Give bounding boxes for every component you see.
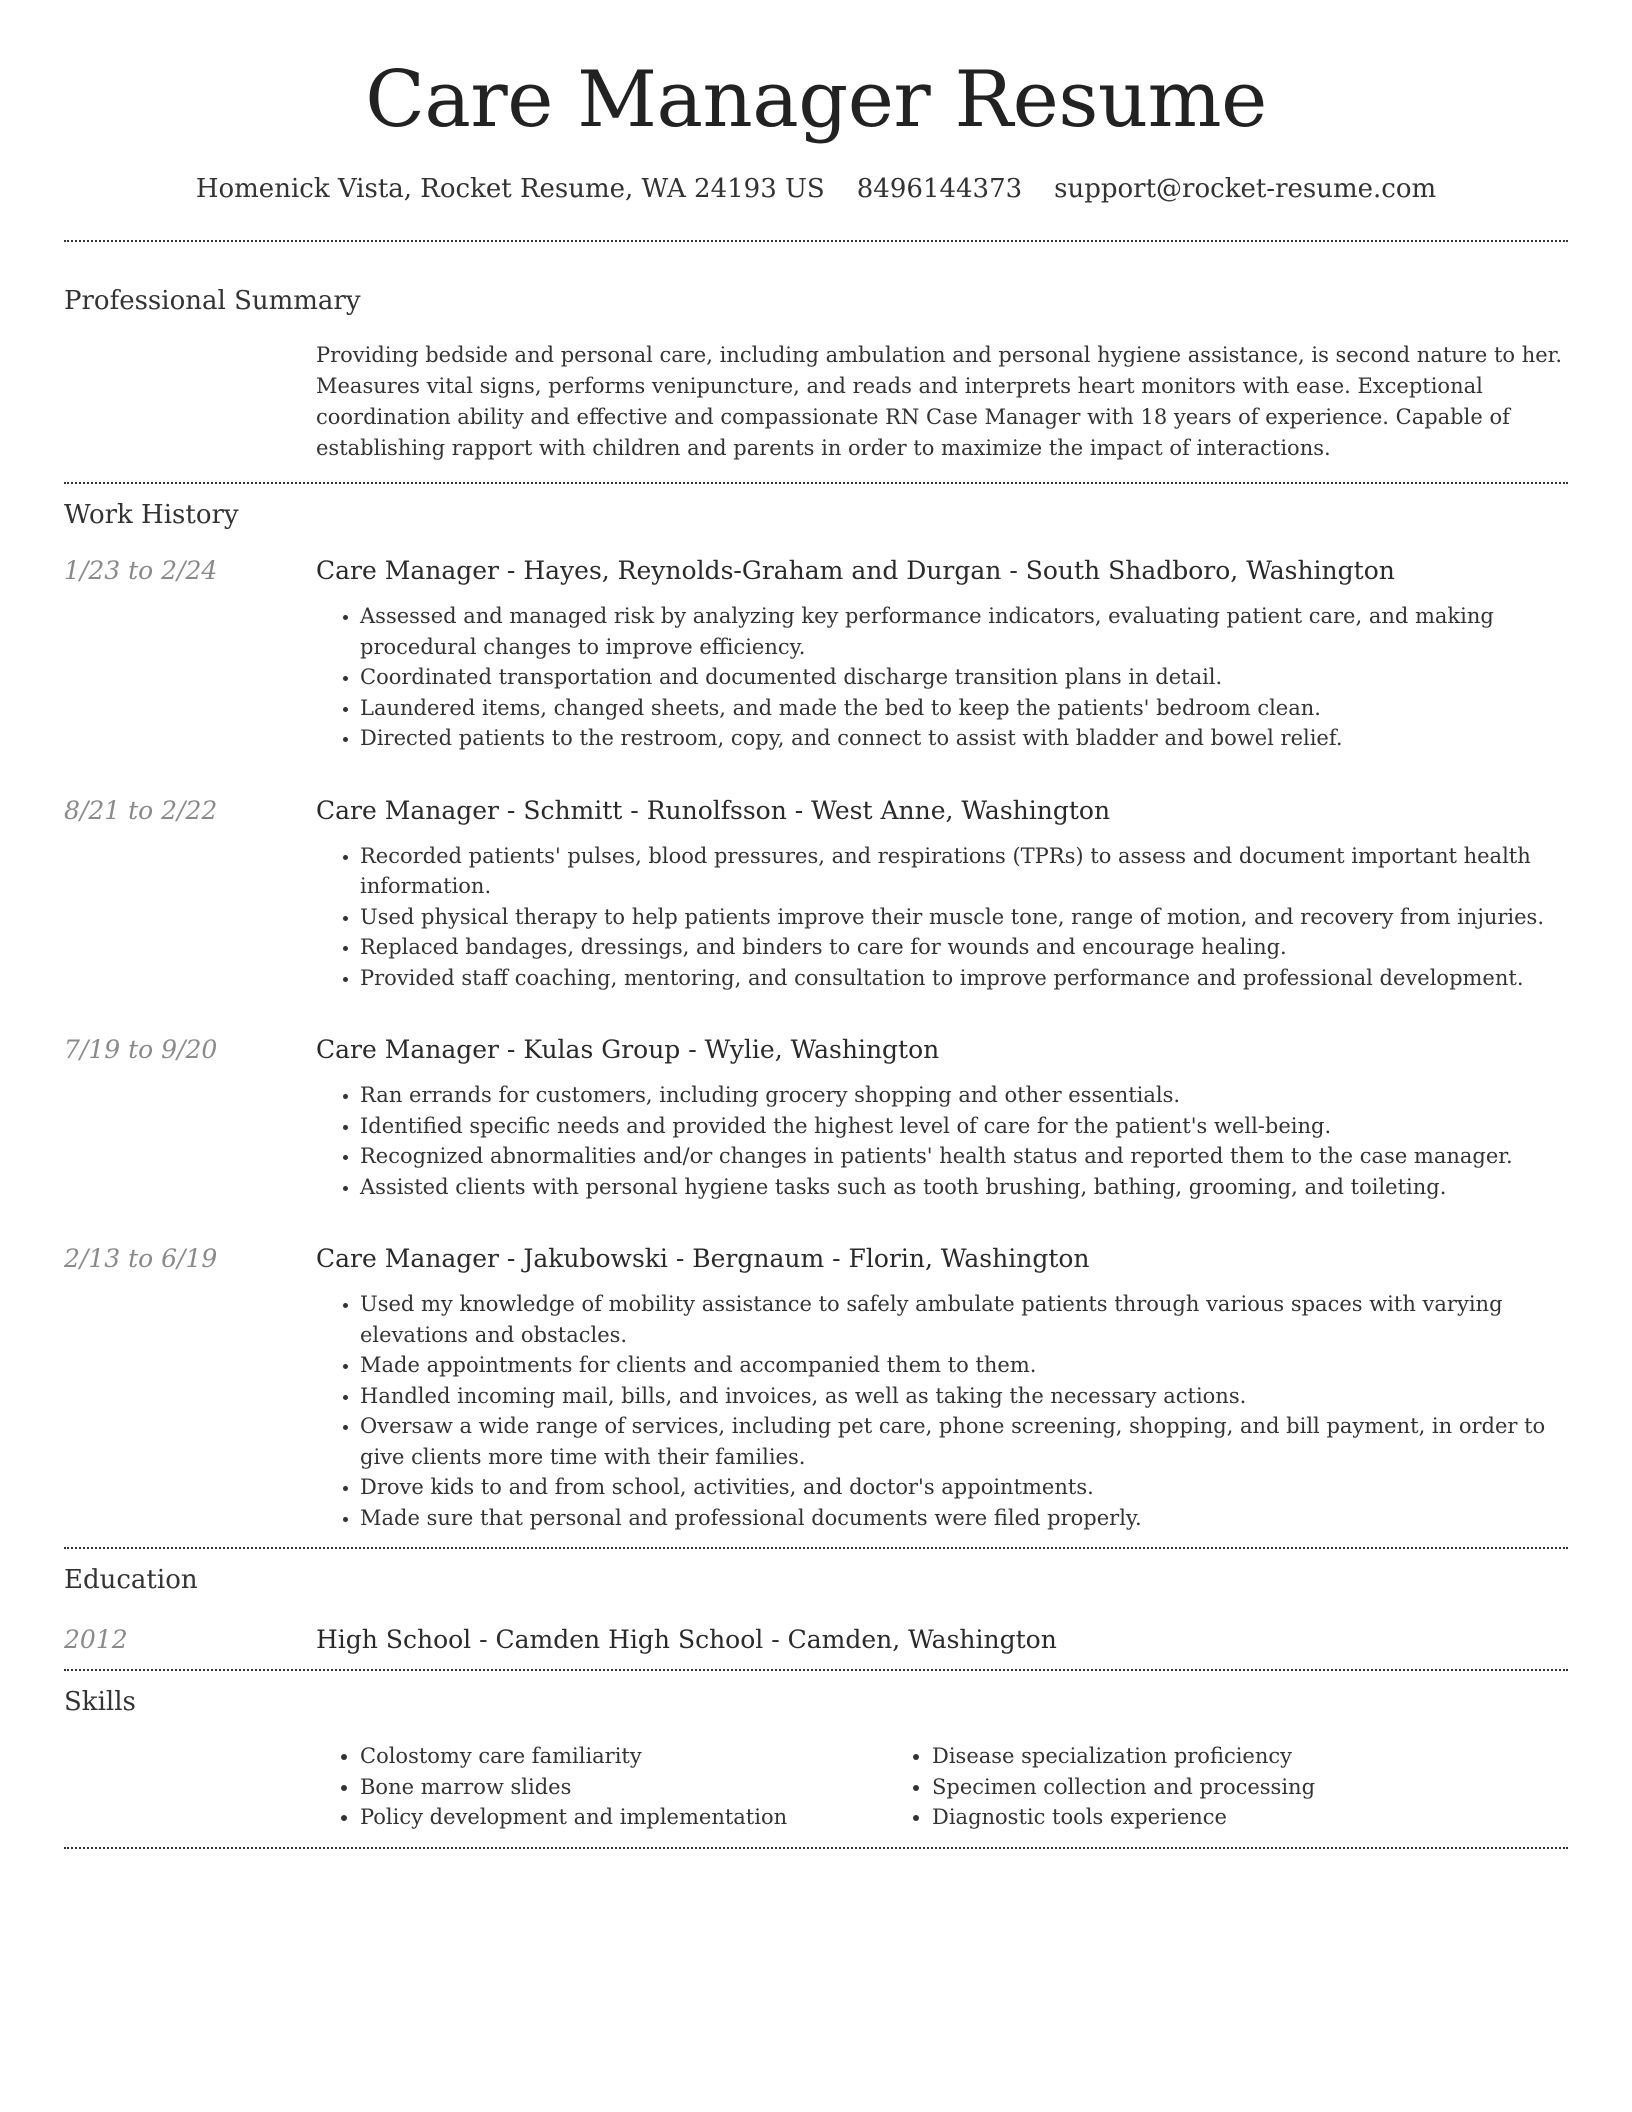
skills-list-left [316, 1741, 888, 1833]
job-date: 1/23 to 2/24 [64, 556, 218, 585]
job-entry [64, 554, 1568, 754]
job-date: 2/13 to 6/19 [64, 1244, 218, 1273]
job-bullet: • Provided staff coaching, mentoring, and consultation to improve performance and professional development. [360, 963, 1568, 994]
work-history-heading: Work History [64, 500, 239, 530]
resume-title: Care Manager Resume [365, 55, 1267, 145]
skills-list-right [888, 1741, 1568, 1833]
job-bullet: • Recorded patients' pulses, blood pressures, and respirations (TPRs) to assess and document important health information. [360, 841, 1568, 902]
job-entry [64, 1033, 1568, 1202]
job-entry [64, 794, 1568, 994]
job-bullet: • Oversaw a wide range of services, including pet care, phone screening, shopping, and bill payment, in order to give clients more time with their families. [360, 1411, 1568, 1472]
skills-grid [316, 1741, 1568, 1833]
job-entry [64, 1242, 1568, 1533]
education-entry [64, 1623, 1568, 1669]
skill-item: • Colostomy care familiarity [360, 1741, 888, 1772]
job-bullet: • Drove kids to and from school, activities, and doctor's appointments. [360, 1472, 1568, 1503]
contact-phone: 8496144373 [856, 174, 1023, 204]
education-heading-line: High School - Camden High School - Camden, Washington [316, 1625, 1057, 1654]
job-date: 8/21 to 2/22 [64, 795, 218, 825]
job-heading: Care Manager - Jakubowski - Bergnaum - Florin, Washington [316, 1244, 1090, 1273]
skill-item: • Disease specialization proficiency [932, 1741, 1568, 1772]
job-heading: Care Manager - Hayes, Reynolds-Graham and Durgan - South Shadboro, Washington [316, 556, 1395, 585]
job-bullets [316, 1289, 1568, 1533]
skill-item: • Policy development and implementation [360, 1802, 888, 1833]
job-bullet: • Ran errands for customers, including grocery shopping and other essentials. [360, 1080, 1568, 1111]
job-bullets [316, 841, 1568, 994]
summary-heading: Professional Summary [64, 286, 361, 316]
job-bullet: • Made sure that personal and professional documents were filed properly. [360, 1503, 1568, 1534]
job-bullet: • Used physical therapy to help patients improve their muscle tone, range of motion, and recovery from injuries. [360, 902, 1568, 933]
job-bullet: • Assisted clients with personal hygiene tasks such as tooth brushing, bathing, grooming, and toileting. [360, 1172, 1568, 1203]
job-bullets [316, 601, 1568, 754]
job-bullet: • Directed patients to the restroom, copy, and connect to assist with bladder and bowel relief. [360, 723, 1568, 754]
job-bullet: • Assessed and managed risk by analyzing key performance indicators, evaluating patient care, and making procedural changes to improve efficiency. [360, 601, 1568, 662]
skill-item: • Diagnostic tools experience [932, 1802, 1568, 1833]
job-bullet: • Used my knowledge of mobility assistance to safely ambulate patients through various spaces with varying elevations and obstacles. [360, 1289, 1568, 1350]
education-heading: Education [64, 1565, 198, 1595]
skill-item: • Bone marrow slides [360, 1772, 888, 1803]
job-bullet: • Handled incoming mail, bills, and invoices, as well as taking the necessary actions. [360, 1381, 1568, 1412]
skills-section [64, 1671, 1568, 1833]
job-heading: Care Manager - Schmitt - Runolfsson - West Anne, Washington [316, 795, 1111, 825]
job-bullet: • Replaced bandages, dressings, and binders to care for wounds and encourage healing. [360, 932, 1568, 963]
skills-heading: Skills [64, 1687, 136, 1717]
summary-section [64, 242, 1568, 464]
job-bullets [316, 1080, 1568, 1202]
skill-item: • Specimen collection and processing [932, 1772, 1568, 1803]
job-bullet: • Identified specific needs and provided the highest level of care for the patient's well-being. [360, 1111, 1568, 1142]
contact-email: support@rocket-resume.com [1054, 174, 1437, 204]
divider [64, 1847, 1568, 1849]
work-history-section [64, 484, 1568, 1547]
job-bullet: • Laundered items, changed sheets, and made the bed to keep the patients' bedroom clean. [360, 693, 1568, 724]
education-section [64, 1549, 1568, 1669]
job-bullet: • Made appointments for clients and accompanied them to them. [360, 1350, 1568, 1381]
contact-address: Homenick Vista, Rocket Resume, WA 24193 US [195, 174, 825, 204]
summary-text: Providing bedside and personal care, including ambulation and personal hygiene assistance, is second nature to her. Measures vital signs, performs venipuncture, and reads and interprets heart monitors with ease. Exceptional coordination ability and effective and compassionate RN Case Manager with 18 years of experience. Capable of establishing rapport with children and parents in order to maximize the impact of interactions. [316, 343, 1563, 460]
job-bullet: • Recognized abnormalities and/or changes in patients' health status and reported them to the case manager. [360, 1141, 1568, 1172]
job-date: 7/19 to 9/20 [64, 1035, 218, 1064]
contact-line [64, 172, 1568, 206]
education-date: 2012 [64, 1625, 128, 1654]
job-heading: Care Manager - Kulas Group - Wylie, Washington [316, 1035, 940, 1064]
job-bullet: • Coordinated transportation and documented discharge transition plans in detail. [360, 662, 1568, 693]
